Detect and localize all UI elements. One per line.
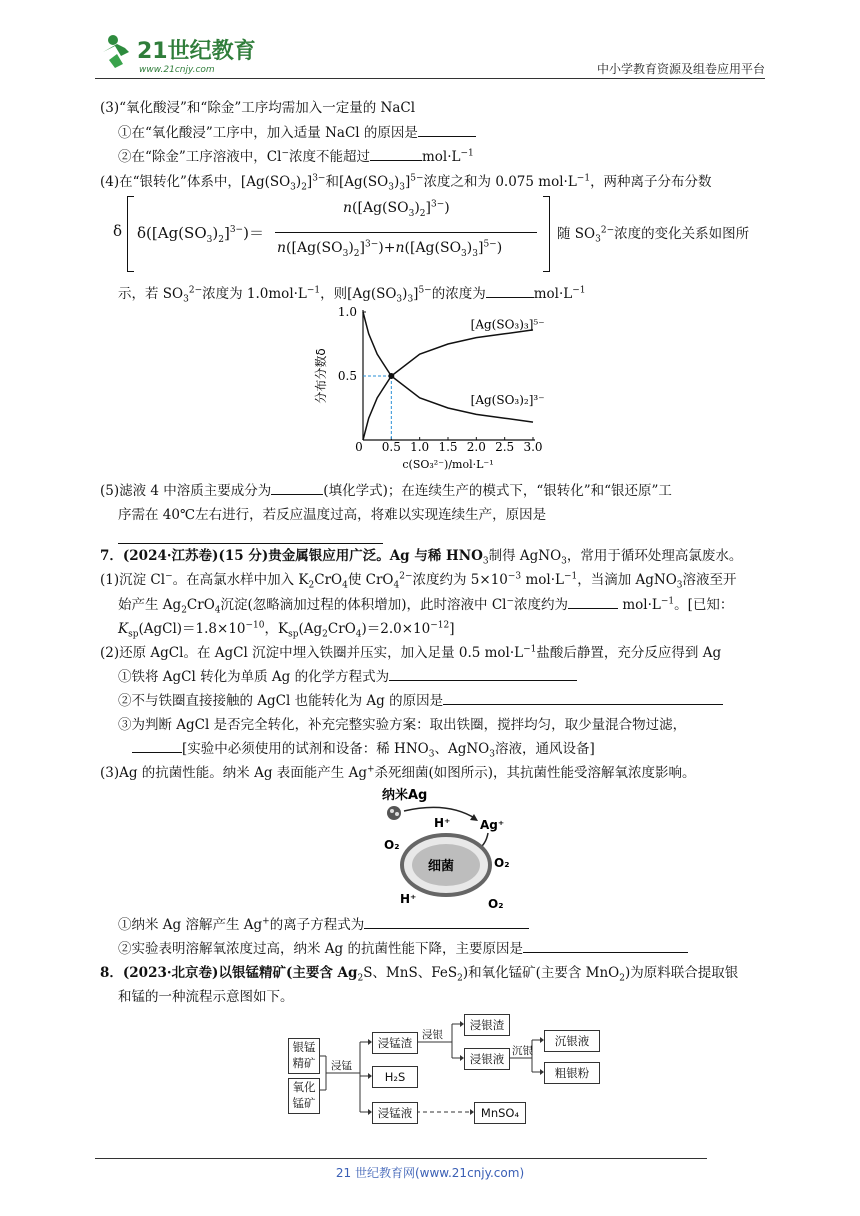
distribution-formula: δ $\delta([Ag(SO_3)_2]^{3-})=$ $n([Ag(SO_3)_2]^{3-})$ $n([Ag(SO_3)_2]^{3-})+n([Ag(SO_3)_3]^{5-})$ (113, 194, 553, 274)
answer-blank[interactable] (443, 692, 723, 705)
nano-ag-particle (387, 806, 401, 820)
x-tick-label: 2.5 (495, 440, 515, 454)
q7-part3: (3)Ag 的抗菌性能。纳米 Ag 表面能产生 Ag+杀死细菌(如图所示)，其抗菌性能受溶解氧浓度影响。 (100, 764, 696, 781)
q7-part2-1: ①铁将 AgCl 转化为单质 Ag 的化学方程式为 (118, 667, 577, 687)
x-axis-label: c(SO₃²⁻)/mol·L⁻¹ (402, 458, 494, 471)
answer-blank[interactable] (568, 596, 618, 609)
x-tick-label: 1.0 (410, 440, 430, 454)
answer-blank[interactable] (418, 124, 476, 137)
q7-part2-3-line2: [实验中必须使用的试剂和设备：稀 $HNO_3$、AgNO$_3$溶液，通风设备] (132, 739, 595, 759)
q7-part1: (1)沉淀 Cl−。在高氯水样中加入 $K_2CrO_4$使 CrO$_4^{2-}$浓度约为 $5\times 10^{-3}$ $mol\cdot L^{-1}$，当滴加 AgNO$_3$溶液至开 (100, 571, 737, 591)
q7-title: 7．(2024·江苏卷)(15 分)贵金属银应用广泛。Ag 与稀 $HNO_3$制得 AgNO$_3$，常用于循环处理高氯废水。 (100, 548, 743, 567)
manganese-oxide-ore-box: 氧化 锰矿 (288, 1078, 320, 1114)
logo-url: www.21cnjy.com (139, 65, 215, 75)
q6-part3: (3)“氧化酸浸”和“除金”工序均需加入一定量的 NaCl (100, 100, 416, 116)
logo-text: 21世纪教育 (137, 39, 256, 64)
q7-part2: (2)还原 AgCl。在 AgCl 沉淀中埋入铁圈并压实，加入足量 0.5 $mol\cdot L^{-1}$盐酸后静置，充分反应得到 Ag (100, 644, 722, 661)
x-tick-label: 0 (355, 440, 363, 454)
x-tick-label: 3.0 (523, 440, 543, 454)
mn-liquid-box: 浸锰液 (372, 1102, 418, 1124)
footer-text: 21 世纪教育网(www.21cnjy.com) (335, 1166, 525, 1180)
q7-part2-2: ②不与铁圈直接接触的 AgCl 也能转化为 Ag 的原因是 (118, 691, 723, 711)
distribution-chart (305, 302, 565, 478)
answer-blank[interactable] (389, 668, 577, 681)
answer-blank[interactable] (486, 285, 534, 298)
svg-text:Ag⁺: Ag⁺ (480, 818, 505, 832)
svg-text:H⁺: H⁺ (434, 816, 451, 830)
svg-text:细菌: 细菌 (428, 859, 455, 874)
leach-ag-label: 浸银 (422, 1029, 443, 1041)
footer-divider (95, 1158, 707, 1159)
y-axis-label: 分布分数δ (314, 348, 328, 404)
svg-text:O₂: O₂ (494, 856, 510, 870)
ag-residue-box: 浸银渣 (464, 1014, 510, 1036)
answer-blank[interactable] (118, 531, 383, 544)
precip-ag-label: 沉银 (512, 1045, 533, 1057)
precip-liquid-box: 沉银液 (544, 1030, 600, 1052)
header-platform-text: 中小学教育资源及组卷应用平台 (596, 62, 765, 76)
answer-blank[interactable] (364, 916, 529, 929)
svg-text:H⁺: H⁺ (400, 892, 417, 906)
y-tick-label: 1.0 (337, 305, 357, 319)
q7-part1-line2: 始产生 $Ag_2CrO_4$沉淀(忽略滴加过程的体积增加)，此时溶液中 Cl−浓度约为 $mol\cdot L^{-1}$。[已知： (118, 596, 734, 616)
q6-part3-2: ②在“除金”工序溶液中，Cl−浓度不能超过 $mol\cdot L^{-1}$ (118, 148, 474, 165)
series-label-1: [Ag(SO₃)₂]³⁻ (470, 393, 545, 408)
svg-text:O₂: O₂ (384, 838, 400, 852)
x-tick-label: 0.5 (381, 440, 401, 454)
intersection-point (388, 373, 394, 379)
q8-title: 8．(2023·北京卷)以银锰精矿(主要含 $Ag_2S$、MnS、FeS$_2$)和氧化锰矿(主要含 MnO$_2$)为原料联合提取银 (100, 965, 739, 984)
x-tick-label: 2.0 (466, 440, 486, 454)
q6-part4-tail: 随 $SO_3^{2-}$浓度的变化关系如图所 (557, 225, 750, 245)
series-label-0: [Ag(SO₃)₃]⁵⁻ (470, 317, 545, 332)
svg-text:纳米Ag: 纳米Ag (382, 788, 428, 803)
mnso4-box: MnSO₄ (474, 1102, 526, 1124)
svg-text:O₂: O₂ (488, 897, 504, 911)
header-divider (95, 78, 765, 79)
q8-line2: 和锰的一种流程示意图如下。 (118, 989, 294, 1005)
answer-blank[interactable] (132, 740, 182, 753)
nano-ag-figure (378, 783, 518, 913)
process-flow (284, 1012, 614, 1130)
leach-mn-label: 浸锰 (331, 1060, 352, 1072)
answer-blank[interactable] (523, 940, 688, 953)
y-tick-label: 0.5 (337, 369, 357, 383)
q7-part1-line3: $K_{sp}(AgCl)=1.8\times 10^{-10}$，$K_{sp}(Ag_2CrO_4)=2.0\times 10^{-12}$] (118, 620, 455, 640)
q6-part5-line2: 序需在 40℃左右进行，若反应温度过高，将难以实现连续生产，原因是 (118, 507, 547, 523)
q6-part4: (4)在“银转化”体系中，$[Ag(SO_3)_2]^{3-}$和$[Ag(SO_3)_3]^{5-}$浓度之和为 0.075 $mol\cdot L^{-1}$，两种离子分布分数 (100, 173, 712, 193)
site-logo (95, 28, 260, 76)
q7-part3-1: ①纳米 Ag 溶解产生 Ag+的离子方程式为 (118, 915, 529, 935)
answer-blank[interactable] (271, 482, 323, 495)
h2s-box: H₂S (372, 1066, 418, 1088)
q6-part4-line2: 示，若 $SO_3^{2-}$浓度为 $1.0mol\cdot L^{-1}$，则$[Ag(SO_3)_3]^{5-}$的浓度为 $mol\cdot L^{-1}$ (118, 285, 586, 305)
q7-part2-3: ③为判断 AgCl 是否完全转化，补充完整实验方案：取出铁圈，搅拌均匀，取少量混合物过滤， (118, 717, 687, 733)
series-line-0 (363, 330, 533, 440)
q7-part3-2: ②实验表明溶解氧浓度过高，纳米 Ag 的抗菌性能下降，主要原因是 (118, 939, 688, 959)
q6-part5: (5)滤液 4 中溶质主要成分为 (填化学式)；在连续生产的模式下，“银转化”和“银还原”工 (100, 483, 672, 499)
ag-liquid-box: 浸银液 (464, 1048, 510, 1070)
answer-blank[interactable] (370, 148, 422, 161)
q6-part3-1: ①在“氧化酸浸”工序中，加入适量 NaCl 的原因是 (118, 123, 476, 143)
x-tick-label: 1.5 (438, 440, 458, 454)
crude-ag-box: 粗银粉 (544, 1062, 600, 1084)
mn-residue-box: 浸锰渣 (372, 1032, 418, 1054)
silver-manganese-ore-box: 银锰 精矿 (288, 1038, 320, 1074)
